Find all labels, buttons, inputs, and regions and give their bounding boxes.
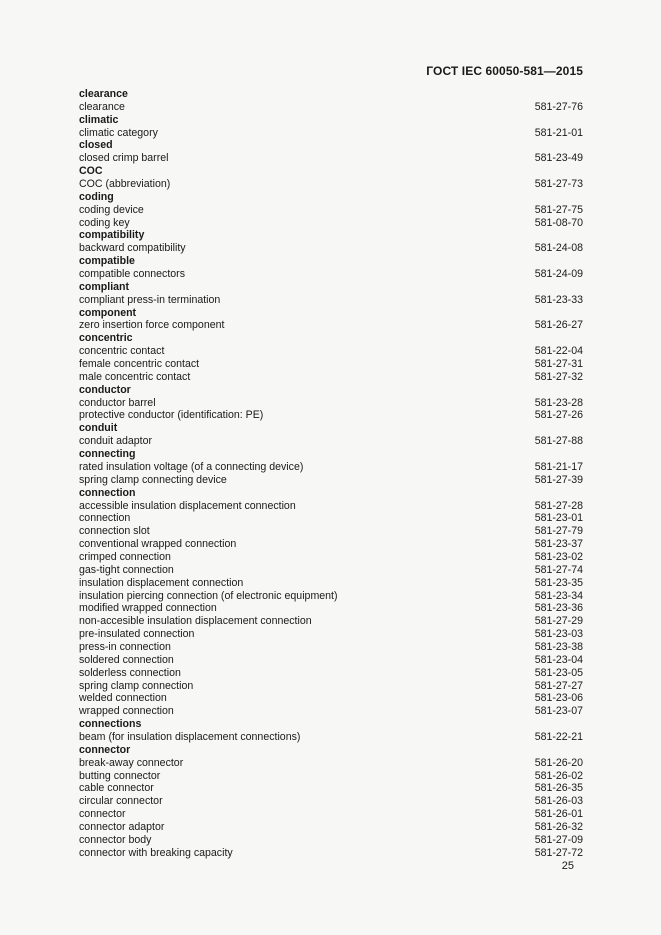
entry-code: 581-24-08 <box>534 242 583 255</box>
entry-term: spring clamp connection <box>79 679 194 692</box>
index-entry <box>79 409 583 422</box>
entry-term: closed crimp barrel <box>79 152 169 165</box>
heading-term: component <box>79 306 137 319</box>
document-header: ГОСТ IEC 60050-581—2015 <box>426 64 583 78</box>
entry-code: 581-23-07 <box>534 705 583 718</box>
index-entry <box>79 512 583 525</box>
entry-term: cable connector <box>79 782 154 795</box>
entry-term: gas-tight connection <box>79 563 174 576</box>
entry-term: accessible insulation displacement connection <box>79 499 296 512</box>
index-entry <box>79 564 583 577</box>
entry-code: 581-27-72 <box>534 846 583 859</box>
entry-code: 581-22-21 <box>534 730 583 743</box>
heading-term: clearance <box>79 88 128 100</box>
entry-code: 581-27-76 <box>534 100 583 113</box>
index-entry <box>79 834 583 847</box>
index-entry <box>79 615 583 628</box>
entry-term: modified wrapped connection <box>79 602 217 615</box>
entry-code: 581-23-38 <box>534 640 583 653</box>
heading-term: connections <box>79 718 142 731</box>
entry-term: backward compatibility <box>79 242 186 255</box>
entry-term: press-in connection <box>79 640 171 653</box>
index-heading <box>79 307 583 320</box>
entry-code: 581-23-04 <box>534 653 583 666</box>
index-entry <box>79 821 583 834</box>
entry-term: coding device <box>79 203 144 216</box>
index-heading <box>79 281 583 294</box>
index-entry <box>79 782 583 795</box>
entry-term: compliant press-in termination <box>79 293 221 306</box>
entry-term: conductor barrel <box>79 396 156 409</box>
index-heading <box>79 191 583 204</box>
index-entry <box>79 538 583 551</box>
entry-code: 581-27-39 <box>534 473 583 486</box>
heading-term: compatibility <box>79 229 145 242</box>
entry-term: connector with breaking capacity <box>79 846 233 859</box>
heading-term: connector <box>79 743 131 756</box>
entry-term: insulation displacement connection <box>79 576 244 589</box>
entry-term: conventional wrapped connection <box>79 538 237 551</box>
index-entry <box>79 770 583 783</box>
entry-code: 581-26-27 <box>534 319 583 332</box>
entry-term: climatic category <box>79 126 158 139</box>
index-heading <box>79 487 583 500</box>
index-entry <box>79 345 583 358</box>
entry-code: 581-23-36 <box>534 602 583 615</box>
entry-term: male concentric contact <box>79 370 191 383</box>
entry-term: insulation piercing connection (of electronic equipment) <box>79 589 338 602</box>
index-entry <box>79 602 583 615</box>
index-list <box>79 88 583 860</box>
heading-term: COC <box>79 165 103 178</box>
index-entry <box>79 795 583 808</box>
entry-code: 581-26-01 <box>534 808 583 821</box>
heading-term: connection <box>79 486 136 499</box>
entry-code: 581-26-03 <box>534 795 583 808</box>
heading-term: closed <box>79 139 113 152</box>
index-heading <box>79 384 583 397</box>
index-heading <box>79 165 583 178</box>
index-heading <box>79 229 583 242</box>
entry-code: 581-27-09 <box>534 833 583 846</box>
entry-code: 581-27-79 <box>534 525 583 538</box>
index-entry <box>79 152 583 165</box>
index-entry <box>79 667 583 680</box>
heading-term: compatible <box>79 255 135 268</box>
entry-term: pre-insulated connection <box>79 628 195 641</box>
entry-code: 581-23-34 <box>534 589 583 602</box>
page-number: 25 <box>561 860 574 872</box>
entry-term: connector <box>79 808 126 821</box>
index-entry <box>79 551 583 564</box>
index-entry <box>79 590 583 603</box>
entry-code: 581-27-74 <box>534 563 583 576</box>
entry-code: 581-23-06 <box>534 692 583 705</box>
index-entry <box>79 435 583 448</box>
heading-term: coding <box>79 190 114 203</box>
index-entry <box>79 204 583 217</box>
entry-term: COC (abbreviation) <box>79 178 171 191</box>
index-entry <box>79 641 583 654</box>
heading-term: connecting <box>79 448 136 461</box>
entry-code: 581-23-02 <box>534 550 583 563</box>
entry-term: soldered connection <box>79 653 174 666</box>
entry-term: spring clamp connecting device <box>79 473 227 486</box>
entry-code: 581-21-01 <box>534 126 583 139</box>
entry-code: 581-21-17 <box>534 460 583 473</box>
index-entry <box>79 217 583 230</box>
entry-code: 581-26-20 <box>534 756 583 769</box>
entry-code: 581-23-37 <box>534 538 583 551</box>
index-heading <box>79 139 583 152</box>
heading-term: climatic <box>79 113 119 126</box>
index-entry <box>79 474 583 487</box>
entry-term: coding key <box>79 216 130 229</box>
index-heading <box>79 744 583 757</box>
entry-term: break-away connector <box>79 756 184 769</box>
index-entry <box>79 705 583 718</box>
index-entry <box>79 397 583 410</box>
index-entry <box>79 371 583 384</box>
entry-code: 581-23-33 <box>534 293 583 306</box>
entry-term: circular connector <box>79 795 163 808</box>
entry-code: 581-23-49 <box>534 152 583 165</box>
entry-code: 581-27-29 <box>534 615 583 628</box>
index-entry <box>79 461 583 474</box>
heading-term: concentric <box>79 332 133 345</box>
index-heading <box>79 422 583 435</box>
index-entry <box>79 847 583 860</box>
entry-term: connector body <box>79 833 152 846</box>
entry-code: 581-23-05 <box>534 666 583 679</box>
entry-term: solderless connection <box>79 666 181 679</box>
index-heading <box>79 88 583 101</box>
entry-term: connector adaptor <box>79 820 165 833</box>
entry-code: 581-27-28 <box>534 499 583 512</box>
entry-term: beam (for insulation displacement connections) <box>79 730 301 743</box>
index-entry <box>79 757 583 770</box>
index-heading <box>79 114 583 127</box>
index-entry <box>79 692 583 705</box>
entry-code: 581-27-27 <box>534 679 583 692</box>
index-entry <box>79 525 583 538</box>
index-entry <box>79 680 583 693</box>
entry-code: 581-27-31 <box>534 358 583 371</box>
entry-code: 581-23-03 <box>534 628 583 641</box>
entry-term: welded connection <box>79 692 167 705</box>
entry-code: 581-24-09 <box>534 268 583 281</box>
entry-code: 581-27-88 <box>534 435 583 448</box>
index-heading <box>79 718 583 731</box>
entry-term: wrapped connection <box>79 705 174 718</box>
index-entry <box>79 654 583 667</box>
entry-term: crimped connection <box>79 550 171 563</box>
entry-term: rated insulation voltage (of a connecting device) <box>79 460 304 473</box>
index-heading <box>79 332 583 345</box>
index-heading <box>79 448 583 461</box>
entry-code: 581-26-02 <box>534 769 583 782</box>
index-entry <box>79 101 583 114</box>
entry-code: 581-23-01 <box>534 512 583 525</box>
entry-code: 581-27-73 <box>534 178 583 191</box>
index-heading <box>79 255 583 268</box>
entry-code: 581-27-26 <box>534 409 583 422</box>
entry-term: concentric contact <box>79 345 165 358</box>
entry-code: 581-22-04 <box>534 345 583 358</box>
index-entry <box>79 808 583 821</box>
index-entry <box>79 319 583 332</box>
entry-term: clearance <box>79 100 125 113</box>
entry-term: female concentric contact <box>79 358 200 371</box>
heading-term: compliant <box>79 280 130 293</box>
index-entry <box>79 178 583 191</box>
entry-code: 581-23-35 <box>534 576 583 589</box>
entry-term: butting connector <box>79 769 161 782</box>
index-entry <box>79 628 583 641</box>
entry-code: 581-27-32 <box>534 370 583 383</box>
heading-term: conduit <box>79 422 118 435</box>
heading-term: conductor <box>79 383 131 396</box>
entry-term: conduit adaptor <box>79 435 153 448</box>
index-entry <box>79 500 583 513</box>
index-entry <box>79 242 583 255</box>
index-entry <box>79 577 583 590</box>
entry-code: 581-23-28 <box>534 396 583 409</box>
entry-code: 581-26-35 <box>534 782 583 795</box>
entry-term: zero insertion force component <box>79 319 225 332</box>
entry-term: connection slot <box>79 525 150 538</box>
index-entry <box>79 294 583 307</box>
index-entry <box>79 127 583 140</box>
entry-code: 581-26-32 <box>534 820 583 833</box>
entry-code: 581-27-75 <box>534 203 583 216</box>
entry-term: connection <box>79 512 131 525</box>
index-entry <box>79 268 583 281</box>
entry-term: non-accesible insulation displacement connection <box>79 615 312 628</box>
index-entry <box>79 731 583 744</box>
entry-code: 581-08-70 <box>534 216 583 229</box>
entry-term: compatible connectors <box>79 268 185 281</box>
index-entry <box>79 358 583 371</box>
entry-term: protective conductor (identification: PE) <box>79 409 264 422</box>
